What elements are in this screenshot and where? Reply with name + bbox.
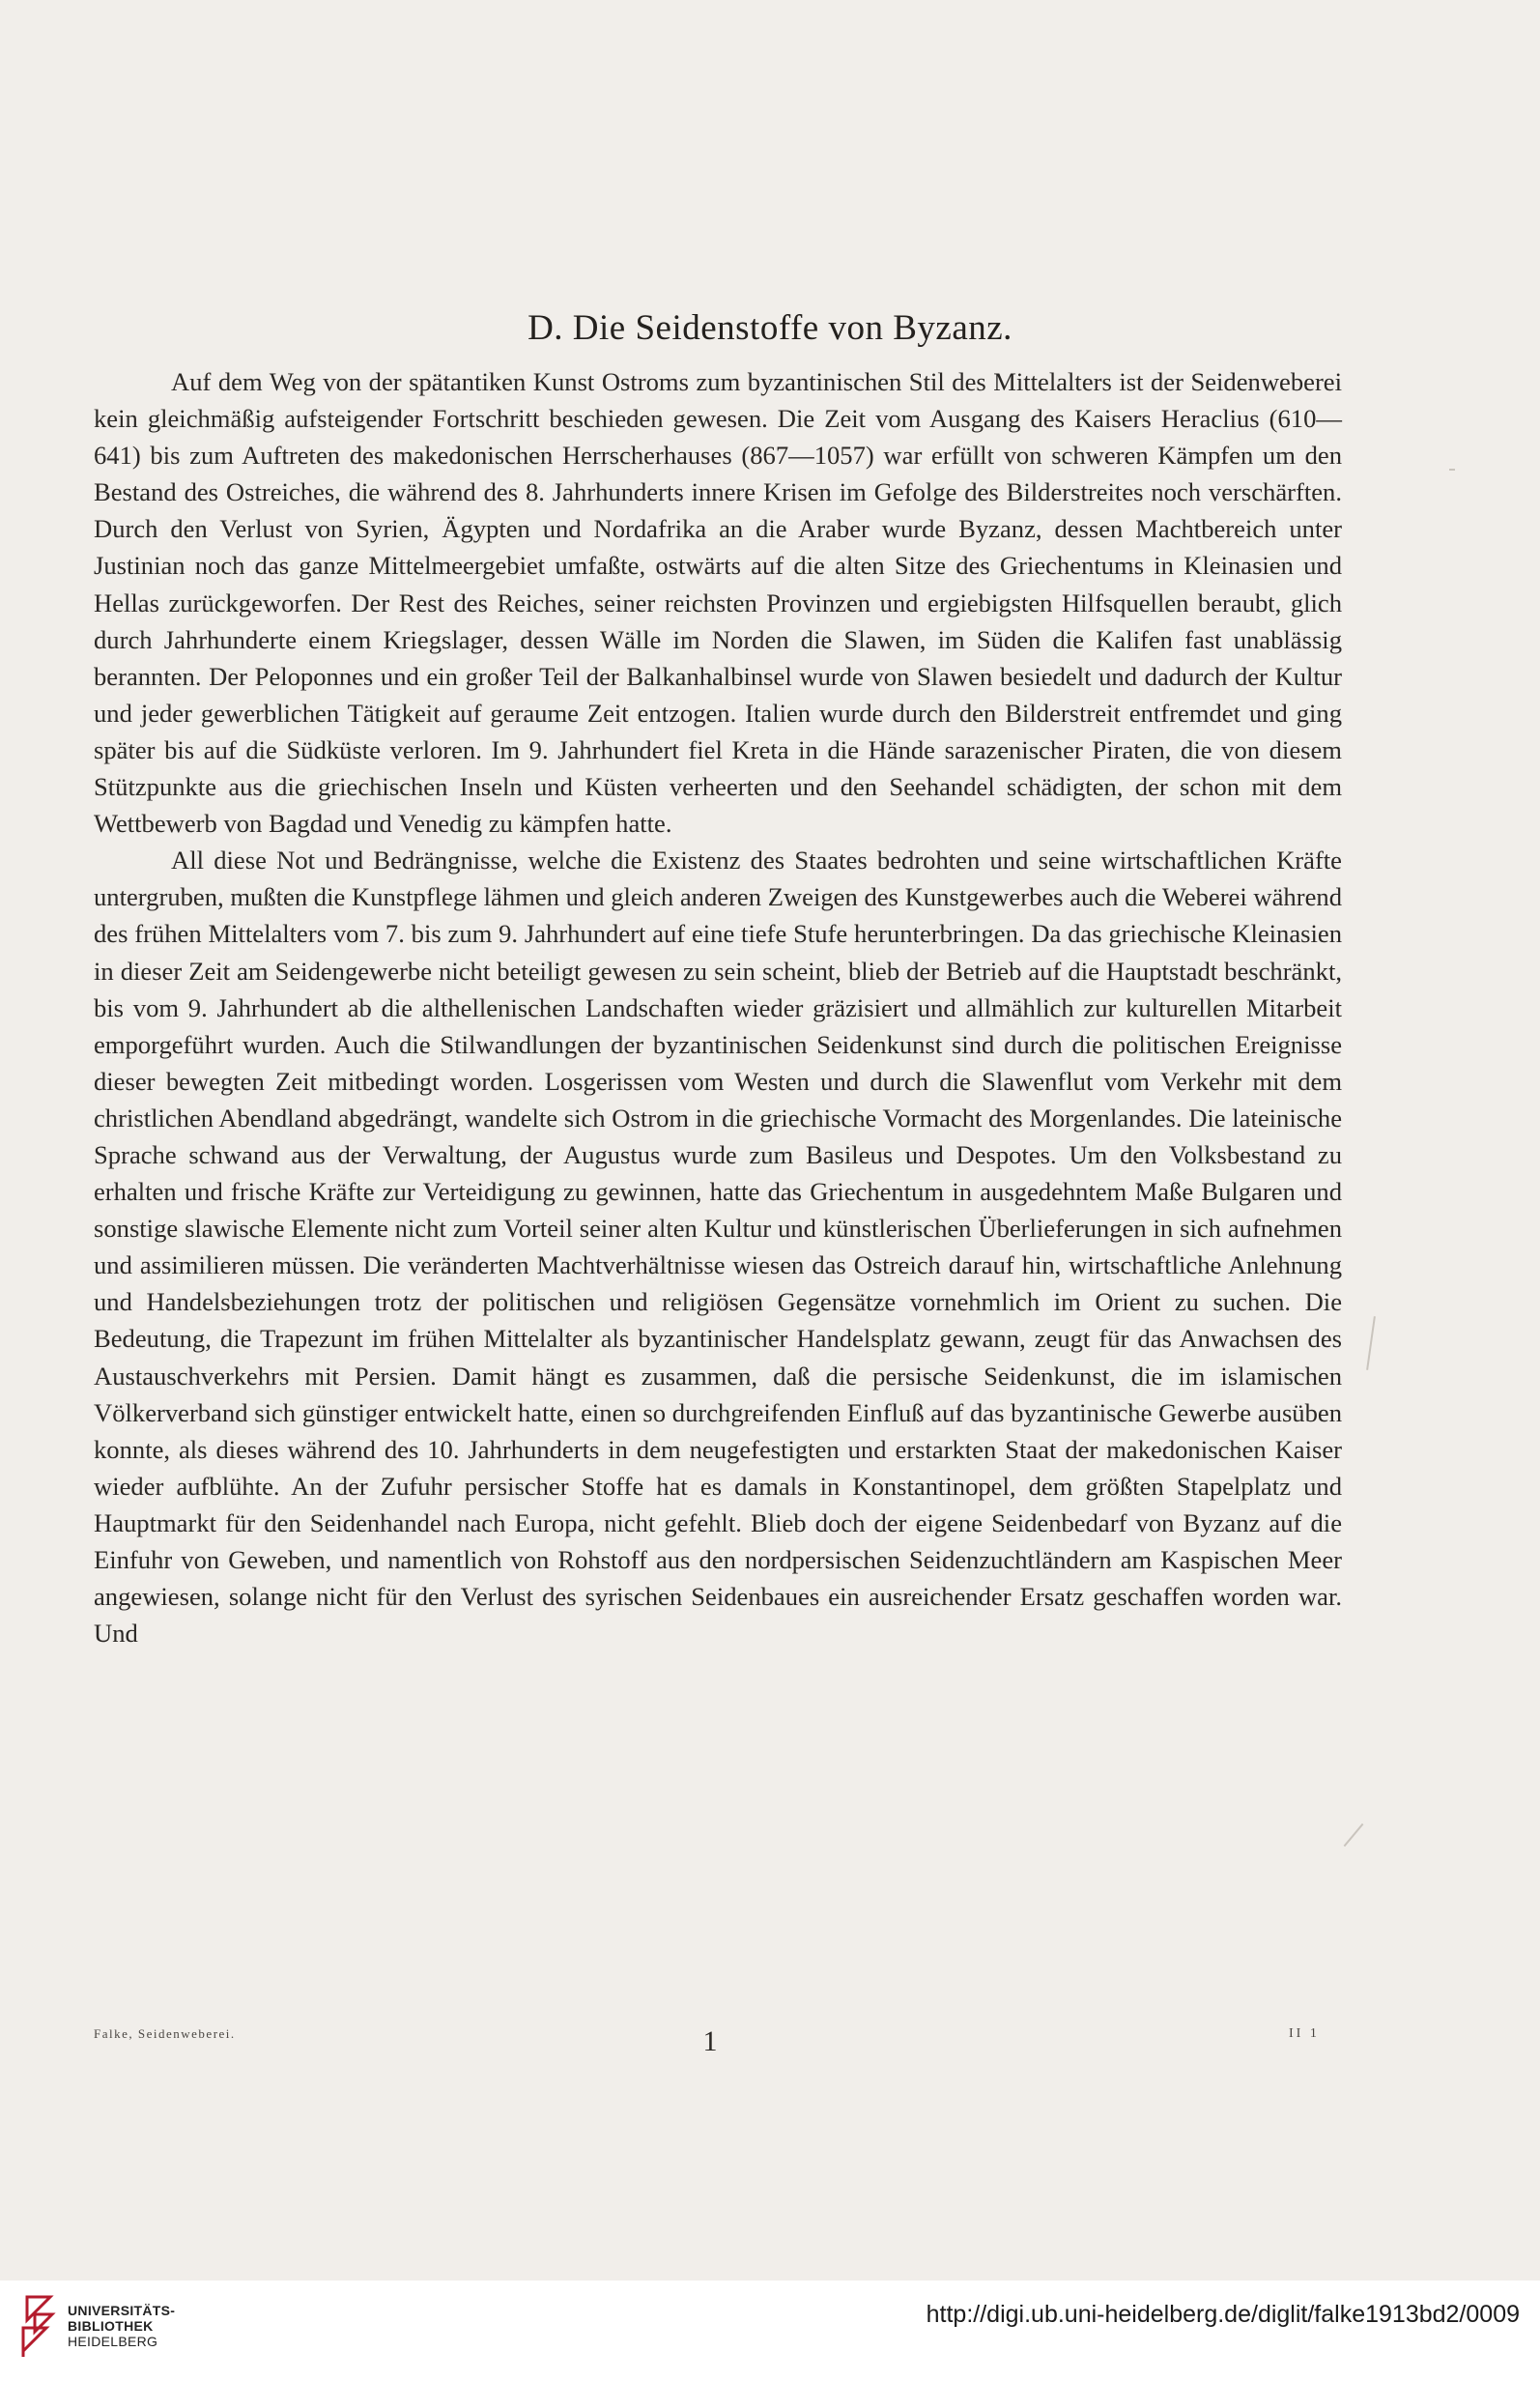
page-title: D. Die Seidenstoffe von Byzanz. — [528, 308, 1012, 348]
university-library-logo-icon — [19, 2293, 56, 2359]
margin-pencil-mark — [1344, 1823, 1364, 1847]
body-text — [94, 363, 1342, 1651]
footer-source: Falke, Seidenweberei. — [94, 2026, 236, 2041]
margin-pencil-mark — [1449, 469, 1455, 471]
library-name-line-2: BIBLIOTHEK — [68, 2318, 154, 2334]
paragraph-1: Auf dem Weg von der spätantiken Kunst Ostroms zum byzantinischen Stil des Mittelalters ist der Seidenweberei kein gleichmäßig aufsteigender Fortschritt beschieden gewesen. Die Zeit vom Ausgang des Kaisers Heraclius (610—641) bis zum Auftreten des makedonischen Herrscherhauses (867—1057) war erfüllt von schweren Kämpfen um den Bestand des Ostreiches, die während des 8. Jahrhunderts innere Krisen im Gefolge des Bilderstreites noch verschärften. Durch den Verlust von Syrien, Ägypten und Nordafrika an die Araber wurde Byzanz, dessen Machtbereich unter Justinian noch das ganze Mittelmeergebiet umfaßte, ostwärts auf die alten Sitze des Griechentums in Kleinasien und Hellas zurückgeworfen. Der Rest des Reiches, seiner reichsten Provinzen und ergiebigsten Hilfsquellen beraubt, glich durch Jahrhunderte einem Kriegslager, dessen Wälle im Norden die Slawen, im Süden die Kalifen fast unablässig berannten. Der Peloponnes und ein großer Teil der Balkanhalbinsel wurde von Slawen besiedelt und dadurch der Kultur und jeder gewerblichen Tätigkeit auf geraume Zeit entzogen. Italien wurde durch den Bilderstreit entfremdet und ging später bis auf die Südküste verloren. Im 9. Jahrhundert fiel Kreta in die Hände sarazenischer Piraten, die von diesem Stützpunkte aus die griechischen Inseln und Küsten verheerten und den Seehandel schädigten, der schon mit dem Wettbewerb von Bagdad und Venedig zu kämpfen hatte. — [94, 367, 1342, 839]
permalink-url[interactable]: http://digi.ub.uni-heidelberg.de/diglit/falke1913bd2/0009 — [926, 2301, 1520, 2328]
page-number: 1 — [702, 2025, 718, 2057]
paragraph-2: All diese Not und Bedrängnisse, welche die Existenz des Staates bedrohten und seine wirtschaftlichen Kräfte untergruben, mußten die Kunstpflege lähmen und gleich anderen Zweigen des Kunstgewerbes auch die Weberei während des frühen Mittelalters vom 7. bis zum 9. Jahrhundert auf eine tiefe Stufe herunterbringen. Da das griechische Kleinasien in dieser Zeit am Seidengewerbe nicht beteiligt gewesen zu sein scheint, blieb der Betrieb auf die Hauptstadt beschränkt, bis vom 9. Jahrhundert ab die althellenischen Landschaften wieder gräzisiert und allmählich zur kulturellen Mitarbeit emporgeführt wurden. Auch die Stilwandlungen der byzantinischen Seidenkunst sind durch die politischen Ereignisse dieser bewegten Zeit mitbedingt worden. Losgerissen vom Westen und durch die Slawenflut vom Verkehr mit dem christlichen Abendland abgedrängt, wandelte sich Ostrom in die griechische Vormacht des Morgenlandes. Die lateinische Sprache schwand aus der Verwaltung, der Augustus wurde zum Basileus und Despotes. Um den Volksbestand zu erhalten und frische Kräfte zur Verteidigung zu gewinnen, hatte das Griechentum in ausgedehntem Maße Bulgaren und sonstige slawische Elemente nicht zum Vorteil seiner alten Kultur und künstlerischen Überlieferungen in sich aufnehmen und assimilieren müssen. Die veränderten Machtverhältnisse wiesen das Ostreich darauf hin, wirtschaftliche Anlehnung und Handelsbeziehungen trotz der politischen und religiösen Gegensätze vornehmlich im Orient zu suchen. Die Bedeutung, die Trapezunt im frühen Mittelalter als byzantinischer Handelsplatz gewann, zeugt für das Anwachsen des Austauschverkehrs mit Persien. Damit hängt es zusammen, daß die persische Seidenkunst, die im islamischen Völkerverband sich günstiger entwickelt hatte, einen so durchgreifenden Einfluß auf das byzantinische Gewerbe ausüben konnte, als dieses während des 10. Jahrhunderts in dem neugefestigten und erstarkten Staat der makedonischen Kaiser wieder aufblühte. An der Zufuhr persischer Stoffe hat es damals in Konstantinopel, dem größten Stapelplatz und Hauptmarkt für den Seidenhandel nach Europa, nicht gefehlt. Blieb doch der eigene Seidenbedarf von Byzanz auf die Einfuhr von Geweben, und namentlich von Rohstoff aus den nordpersischen Seidenzuchtländern am Kaspischen Meer angewiesen, solange nicht für den Verlust des syrischen Seidenbaues ein ausreichender Ersatz geschaffen worden war. Und — [94, 846, 1342, 1649]
library-name-line-1: UNIVERSITÄTS- — [68, 2303, 176, 2318]
library-footer-bar — [0, 2281, 1540, 2381]
margin-pencil-mark — [1366, 1316, 1376, 1370]
library-name-line-3: HEIDELBERG — [68, 2334, 158, 2349]
library-name — [68, 2303, 175, 2349]
sheet-signature: II 1 — [1289, 2026, 1320, 2041]
